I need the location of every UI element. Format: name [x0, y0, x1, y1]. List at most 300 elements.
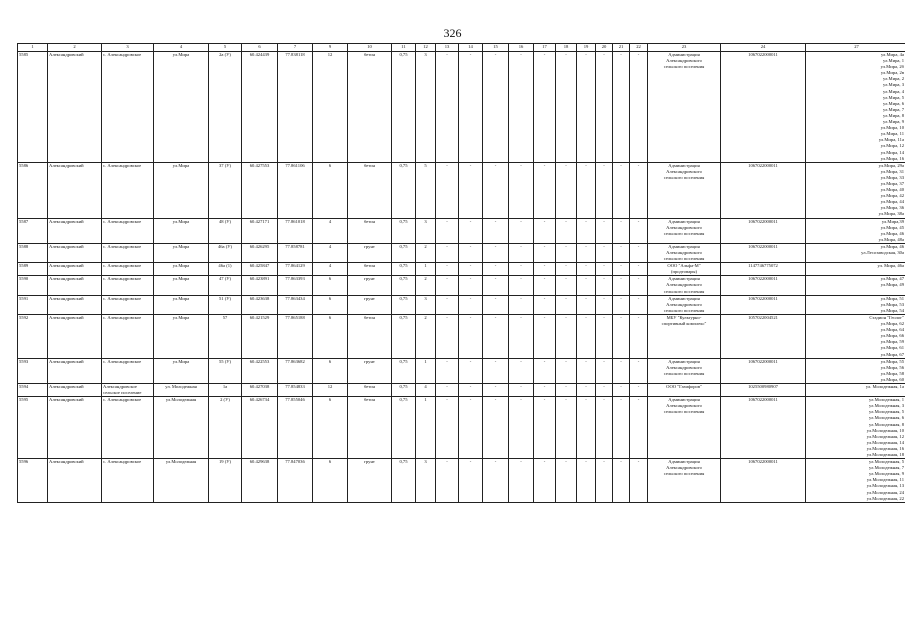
longitude-cell: 77.838118: [278, 52, 313, 163]
addresses-cell-line: ул.Мира, 60: [880, 376, 904, 382]
addresses-cell-line: ул.Мира, 55: [880, 358, 904, 364]
empty-cell: -: [577, 218, 596, 243]
area-cell: 6: [313, 162, 348, 218]
addresses-cell-line: ул.Молодежная, 13: [866, 483, 904, 489]
addresses-cell-line: ул.Мира, 51: [880, 295, 904, 301]
owner-cell-line: сельского поселения: [663, 174, 705, 180]
empty-cell: -: [459, 397, 483, 459]
column-header: 19: [577, 44, 596, 52]
column-header: 2: [48, 44, 102, 52]
record-number: 5594: [18, 383, 48, 396]
column-header: 3: [102, 44, 154, 52]
owner-cell-line: ООО "Газифоров": [666, 383, 702, 389]
addresses-cell-line: ул.Молодежная, 12: [866, 433, 904, 439]
owner-cell-line: спортивный комплекс": [661, 321, 707, 327]
surface-cell: бетон: [348, 314, 392, 358]
district-cell: Александровский: [48, 162, 102, 218]
column-header: 17: [534, 44, 556, 52]
latitude-cell: 60.425847: [242, 263, 278, 276]
column-header: 12: [416, 44, 436, 52]
owner-cell-line: сельского поселения: [663, 370, 705, 376]
empty-cell: -: [483, 295, 509, 314]
table-body: [18, 52, 905, 503]
empty-cell: -: [630, 218, 648, 243]
empty-cell: -: [436, 276, 459, 295]
empty-cell: -: [436, 52, 459, 163]
addresses-cell-line: ул.Мира, 11а: [878, 137, 904, 143]
empty-cell: -: [436, 243, 459, 262]
locality-cell: с. Александровское: [102, 397, 154, 459]
empty-cell: -: [596, 459, 613, 503]
locality-cell: с. Александровское: [102, 162, 154, 218]
owner-cell-line: Александровского: [666, 465, 702, 471]
owner-cell: [648, 397, 721, 459]
empty-cell: -: [534, 276, 556, 295]
street-cell: ул. Молодежная: [154, 383, 209, 396]
addresses-cell: [806, 162, 905, 218]
empty-cell: -: [556, 383, 577, 396]
empty-cell: -: [596, 218, 613, 243]
empty-cell: -: [613, 263, 630, 276]
district-cell: Александровский: [48, 314, 102, 358]
owner-cell: [648, 314, 721, 358]
count-cell: 2: [416, 243, 436, 262]
street-cell: ул.Мира: [154, 218, 209, 243]
empty-cell: -: [483, 243, 509, 262]
empty-cell: -: [577, 263, 596, 276]
addresses-cell-line: ул.Мира, 56: [880, 364, 904, 370]
addresses-cell: [806, 295, 905, 314]
owner-cell-line: сельского поселения: [663, 256, 705, 262]
latitude-cell: 60.423638: [242, 295, 278, 314]
table-row: [18, 397, 905, 459]
empty-cell: -: [577, 383, 596, 396]
latitude-cell: 60.427171: [242, 218, 278, 243]
locality-cell: с. Александровское: [102, 218, 154, 243]
empty-cell: -: [630, 383, 648, 396]
empty-cell: -: [509, 383, 534, 396]
empty-cell: -: [556, 314, 577, 358]
addresses-cell-line: ул.Мира, 2б: [880, 64, 904, 70]
longitude-cell: 77.863434: [278, 295, 313, 314]
street-cell: ул.Молодежная: [154, 459, 209, 503]
owner-cell-line: Администрация: [668, 162, 700, 168]
house-cell: 57: [209, 314, 242, 358]
empty-cell: -: [596, 397, 613, 459]
empty-cell: -: [509, 263, 534, 276]
owner-cell-line: Александровского: [666, 364, 702, 370]
addresses-cell-line: ул.Мира, 7: [882, 106, 904, 112]
empty-cell: -: [577, 52, 596, 163]
locality-cell: с. Александровское: [102, 295, 154, 314]
longitude-cell: 77.855046: [278, 397, 313, 459]
house-cell: 47 (У): [209, 276, 242, 295]
surface-cell: бетон: [348, 397, 392, 459]
locality-cell: с. Александровское: [102, 263, 154, 276]
street-cell: ул.Мира: [154, 358, 209, 383]
house-cell: 2а (У): [209, 52, 242, 163]
empty-cell: -: [483, 52, 509, 163]
volume-cell: 0,75: [392, 162, 416, 218]
addresses-cell-line: ул.Мира, 44: [880, 199, 904, 205]
district-cell: Александровский: [48, 263, 102, 276]
latitude-cell: 60.426295: [242, 243, 278, 262]
district-cell: Александровский: [48, 358, 102, 383]
house-cell: 51 (У): [209, 295, 242, 314]
addresses-cell-line: ул.Молодежная, 16: [866, 445, 904, 451]
area-cell: 6: [313, 276, 348, 295]
owner-cell-line: сельского поселения: [663, 471, 705, 477]
street-cell: ул.Мира: [154, 52, 209, 163]
empty-cell: -: [613, 397, 630, 459]
empty-cell: -: [459, 243, 483, 262]
volume-cell: 0,75: [392, 218, 416, 243]
owner-cell: [648, 459, 721, 503]
addresses-cell-line: ул.Мира, 42: [880, 193, 904, 199]
empty-cell: -: [556, 358, 577, 383]
column-header: 23: [648, 44, 721, 52]
locality-cell: с. Александровское: [102, 276, 154, 295]
longitude-cell: 77.861106: [278, 162, 313, 218]
empty-cell: -: [459, 314, 483, 358]
owner-cell-line: Администрация: [668, 459, 700, 465]
addresses-cell-line: ул.Лесозаводская, 30а: [861, 250, 904, 255]
ogrn-cell: 1057022004521: [721, 314, 806, 358]
empty-cell: -: [577, 295, 596, 314]
empty-cell: -: [596, 295, 613, 314]
column-header: 6: [242, 44, 278, 52]
addresses-cell-line: ул.Мира, 48а: [878, 236, 904, 242]
empty-cell: -: [509, 314, 534, 358]
volume-cell: 0,75: [392, 263, 416, 276]
longitude-cell: 77.864129: [278, 263, 313, 276]
volume-cell: 0,75: [392, 52, 416, 163]
table-row: [18, 314, 905, 358]
empty-cell: -: [459, 459, 483, 503]
ogrn-cell: 1067022000011: [721, 459, 806, 503]
latitude-cell: 60.429638: [242, 459, 278, 503]
empty-cell: -: [534, 162, 556, 218]
record-number: 5593: [18, 358, 48, 383]
column-header: 18: [556, 44, 577, 52]
empty-cell: -: [556, 397, 577, 459]
empty-cell: -: [556, 276, 577, 295]
empty-cell: -: [436, 383, 459, 396]
longitude-cell: 77.854833: [278, 383, 313, 396]
column-header: 11: [392, 44, 416, 52]
owner-cell-line: Администрация: [668, 358, 700, 364]
addresses-cell-line: ул.Мира, 58: [880, 370, 904, 376]
street-cell: ул.Мира: [154, 243, 209, 262]
owner-cell-line: Александровского: [666, 224, 702, 230]
longitude-cell: 77.847036: [278, 459, 313, 503]
owner-cell: [648, 358, 721, 383]
empty-cell: -: [534, 218, 556, 243]
addresses-cell-line: ул.Молодежная, 18: [866, 452, 904, 457]
addresses-cell-line: ул.Мира, 66: [880, 333, 904, 339]
addresses-cell-line: ул.Молодежная, 8: [869, 421, 904, 427]
surface-cell: бетон: [348, 263, 392, 276]
page-number: 326: [443, 26, 462, 40]
addresses-cell-line: ул.Мира, 36: [880, 205, 904, 211]
volume-cell: 0,75: [392, 276, 416, 295]
house-cell: 1а: [209, 383, 242, 396]
empty-cell: -: [436, 314, 459, 358]
record-number: 5596: [18, 459, 48, 503]
column-header: 14: [459, 44, 483, 52]
district-cell: Александровский: [48, 218, 102, 243]
empty-cell: -: [483, 218, 509, 243]
empty-cell: -: [483, 459, 509, 503]
column-header: 1: [18, 44, 48, 52]
empty-cell: -: [436, 295, 459, 314]
table-row: [18, 358, 905, 383]
empty-cell: -: [556, 243, 577, 262]
empty-cell: -: [577, 459, 596, 503]
record-number: 5587: [18, 218, 48, 243]
empty-cell: -: [509, 358, 534, 383]
addresses-cell-line: ул. Мира, 46а: [877, 263, 904, 269]
addresses-cell: [806, 314, 905, 358]
record-number: 5591: [18, 295, 48, 314]
addresses-cell: [806, 397, 905, 459]
street-cell: ул.Мира: [154, 295, 209, 314]
empty-cell: -: [613, 314, 630, 358]
addresses-cell-line: ул.Мира, 54: [880, 307, 904, 313]
empty-cell: -: [509, 218, 534, 243]
empty-cell: -: [483, 397, 509, 459]
empty-cell: -: [556, 263, 577, 276]
empty-cell: -: [534, 358, 556, 383]
empty-cell: -: [596, 243, 613, 262]
empty-cell: -: [556, 162, 577, 218]
count-cell: 1: [416, 397, 436, 459]
record-number: 5590: [18, 276, 48, 295]
house-cell: 46а (У): [209, 243, 242, 262]
table-row: [18, 383, 905, 396]
street-cell: ул.Мира: [154, 162, 209, 218]
empty-cell: -: [459, 52, 483, 163]
owner-cell-line: сельского поселения: [663, 307, 705, 313]
owner-cell: [648, 263, 721, 276]
addresses-cell: [806, 52, 905, 163]
longitude-cell: 77.858781: [278, 243, 313, 262]
empty-cell: -: [630, 263, 648, 276]
ogrn-cell: 1067022000011: [721, 218, 806, 243]
empty-cell: -: [577, 276, 596, 295]
empty-cell: -: [509, 276, 534, 295]
count-cell: 1: [416, 263, 436, 276]
table-row: [18, 243, 905, 262]
empty-cell: -: [613, 52, 630, 163]
empty-cell: -: [459, 276, 483, 295]
empty-cell: -: [483, 358, 509, 383]
count-cell: 2: [416, 276, 436, 295]
empty-cell: -: [630, 276, 648, 295]
locality-cell: с. Александровское: [102, 358, 154, 383]
addresses-cell-line: ул.Мира, 31: [880, 168, 904, 174]
empty-cell: -: [577, 243, 596, 262]
addresses-cell-line: ул.Мира, 1: [882, 58, 904, 64]
column-header: 21: [613, 44, 630, 52]
column-header: 22: [630, 44, 648, 52]
surface-cell: грунт: [348, 276, 392, 295]
area-cell: 12: [313, 383, 348, 396]
owner-cell: [648, 383, 721, 396]
column-header: 10: [348, 44, 392, 52]
surface-cell: грунт: [348, 295, 392, 314]
owner-cell-line: сельского поселения: [663, 409, 705, 415]
record-number: 5588: [18, 243, 48, 262]
column-header: 5: [209, 44, 242, 52]
empty-cell: -: [630, 243, 648, 262]
surface-cell: бетон: [348, 218, 392, 243]
ogrn-cell: 1067022000011: [721, 358, 806, 383]
addresses-cell-line: ул.Мира, 61: [880, 345, 904, 351]
empty-cell: -: [630, 459, 648, 503]
addresses-cell-line: ул.Молодежная, 6: [869, 415, 904, 421]
ogrn-cell: 1067022000011: [721, 295, 806, 314]
empty-cell: -: [436, 358, 459, 383]
empty-cell: -: [630, 397, 648, 459]
addresses-cell-line: ул.Мира, 37: [880, 180, 904, 186]
empty-cell: -: [577, 358, 596, 383]
empty-cell: -: [630, 162, 648, 218]
empty-cell: -: [577, 314, 596, 358]
count-cell: 2: [416, 314, 436, 358]
addresses-cell-line: ул.Мира, 11: [880, 131, 904, 137]
empty-cell: -: [509, 295, 534, 314]
addresses-cell-line: ул.Молодежная, 11: [866, 477, 904, 483]
addresses-cell-line: ул.Мира, 29а: [878, 162, 904, 168]
ogrn-cell: 1067022000011: [721, 52, 806, 163]
record-number: 5592: [18, 314, 48, 358]
area-cell: 4: [313, 263, 348, 276]
area-cell: 6: [313, 459, 348, 503]
volume-cell: 0,75: [392, 314, 416, 358]
latitude-cell: 60.424439: [242, 52, 278, 163]
addresses-cell: [806, 218, 905, 243]
empty-cell: -: [436, 397, 459, 459]
empty-cell: -: [459, 383, 483, 396]
addresses-cell-line: ул.Молодежная, 1: [869, 397, 904, 403]
street-cell: ул.Мира: [154, 263, 209, 276]
empty-cell: -: [509, 459, 534, 503]
addresses-cell-line: ул.Мира, 53: [880, 301, 904, 307]
column-header: 7: [278, 44, 313, 52]
registry-table: [17, 43, 905, 503]
addresses-cell-line: ул.Молодежная, 5: [869, 459, 904, 465]
ogrn-cell: 1067022000011: [721, 162, 806, 218]
empty-cell: -: [596, 358, 613, 383]
owner-cell-line: Александровского: [666, 168, 702, 174]
empty-cell: -: [613, 276, 630, 295]
empty-cell: -: [613, 459, 630, 503]
addresses-cell: [806, 383, 905, 396]
empty-cell: -: [596, 383, 613, 396]
empty-cell: -: [509, 52, 534, 163]
addresses-cell-line: ул.Мира, 59: [880, 339, 904, 345]
empty-cell: -: [459, 358, 483, 383]
count-cell: 3: [416, 218, 436, 243]
empty-cell: -: [556, 218, 577, 243]
volume-cell: 0,75: [392, 397, 416, 459]
volume-cell: 0,75: [392, 358, 416, 383]
district-cell: Александровский: [48, 397, 102, 459]
record-number: 5595: [18, 397, 48, 459]
addresses-cell-line: ул.Молодежная, 5: [869, 409, 904, 415]
surface-cell: бетон: [348, 52, 392, 163]
addresses-cell-line: ул.Мира, 64: [880, 327, 904, 333]
addresses-cell-line: ул.Мира, 4а: [880, 52, 904, 57]
table-row: [18, 162, 905, 218]
empty-cell: -: [436, 218, 459, 243]
longitude-cell: 77.863393: [278, 276, 313, 295]
district-cell: Александровский: [48, 52, 102, 163]
addresses-cell-line: ул.Мира, 8: [882, 112, 904, 118]
owner-cell-line: Администрация: [668, 397, 700, 403]
owner-cell-line: Александровского: [666, 58, 702, 64]
addresses-cell-line: ул.Мира, 67: [880, 351, 904, 357]
addresses-cell-line: ул.Мира, 5: [882, 94, 904, 100]
empty-cell: -: [534, 243, 556, 262]
count-cell: 3: [416, 52, 436, 163]
column-header: 20: [596, 44, 613, 52]
empty-cell: -: [534, 314, 556, 358]
locality-cell: Александровское сельское поселение: [102, 383, 154, 396]
count-cell: 4: [416, 383, 436, 396]
empty-cell: -: [459, 218, 483, 243]
table-row: [18, 459, 905, 503]
empty-cell: -: [630, 295, 648, 314]
addresses-cell-line: ул.Молодежная, 14: [866, 439, 904, 445]
empty-cell: -: [509, 397, 534, 459]
column-header: 16: [509, 44, 534, 52]
addresses-cell-line: ул.Мира, 16: [880, 155, 904, 161]
empty-cell: -: [483, 383, 509, 396]
district-cell: Александровский: [48, 276, 102, 295]
addresses-cell-line: ул.Мира, 46: [880, 243, 904, 249]
empty-cell: -: [509, 162, 534, 218]
table-row: [18, 263, 905, 276]
surface-cell: бетон: [348, 383, 392, 396]
empty-cell: -: [613, 295, 630, 314]
empty-cell: -: [556, 52, 577, 163]
owner-cell: [648, 218, 721, 243]
table-row: [18, 52, 905, 163]
addresses-cell-line: ул.Мира, 10: [880, 125, 904, 131]
empty-cell: -: [534, 295, 556, 314]
addresses-cell-line: Стадион "Геолог": [869, 314, 904, 320]
owner-cell-line: сельского поселения: [663, 230, 705, 236]
owner-cell-line: Администрация: [668, 295, 700, 301]
owner-cell-line: Александровского: [666, 301, 702, 307]
empty-cell: -: [613, 162, 630, 218]
column-header: 24: [721, 44, 806, 52]
addresses-cell-line: ул.Мира, 40: [880, 187, 904, 193]
district-cell: Александровский: [48, 383, 102, 396]
longitude-cell: 77.865188: [278, 314, 313, 358]
addresses-cell-line: ул.Молодежная, 7: [869, 465, 904, 471]
house-cell: 46а (1): [209, 263, 242, 276]
ogrn-cell: 1067022000011: [721, 243, 806, 262]
house-cell: 37 (У): [209, 162, 242, 218]
empty-cell: -: [613, 218, 630, 243]
empty-cell: -: [613, 383, 630, 396]
empty-cell: -: [459, 295, 483, 314]
house-cell: 48 (У): [209, 218, 242, 243]
table-row: [18, 218, 905, 243]
